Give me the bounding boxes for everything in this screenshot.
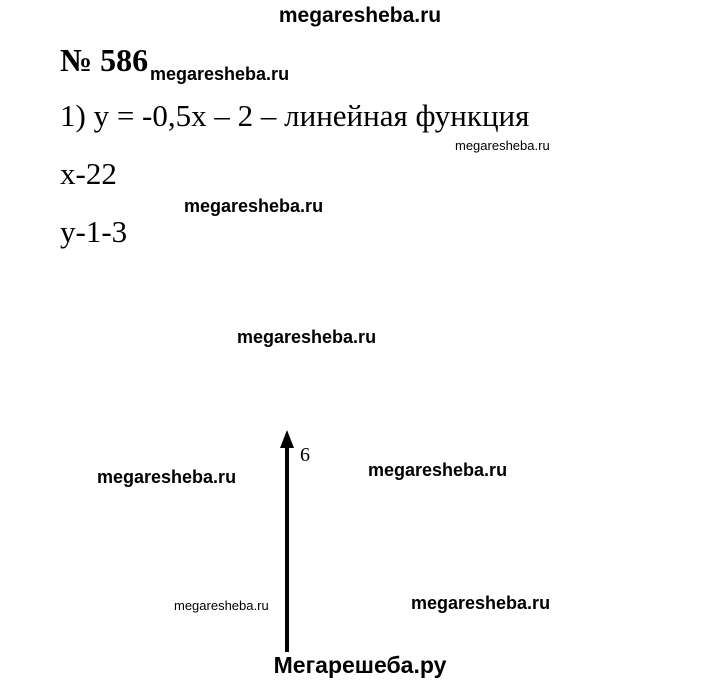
- y-label: у: [60, 214, 76, 249]
- y-axis-arrowhead: [280, 430, 294, 448]
- watermark-near-table: megaresheba.ru: [184, 196, 324, 216]
- watermark-right-mid: megaresheba.ru: [368, 460, 508, 480]
- problem-number: № 586: [60, 42, 149, 78]
- watermark-middle: megaresheba.ru: [237, 327, 377, 347]
- watermark-small-right: megaresheba.ru: [455, 138, 550, 153]
- watermark-after-title: megaresheba.ru: [150, 64, 290, 84]
- header-watermark: megaresheba.ru: [278, 4, 442, 27]
- y-axis-tick-label: 6: [300, 444, 310, 466]
- function-statement: 1) у = -0,5х – 2 – линейная функция: [60, 98, 530, 133]
- y-value-1: -1: [75, 214, 102, 249]
- x-label: х: [60, 156, 76, 191]
- x-value-1: -2: [75, 156, 102, 191]
- x-value-2: 2: [101, 156, 117, 191]
- watermark-left-mid: megaresheba.ru: [97, 467, 237, 487]
- watermark-bottom-right: megaresheba.ru: [411, 593, 551, 613]
- footer-brand: Мегарешеба.ру: [273, 652, 447, 678]
- watermark-bottom-small: megaresheba.ru: [174, 598, 269, 613]
- y-value-2: -3: [101, 214, 128, 249]
